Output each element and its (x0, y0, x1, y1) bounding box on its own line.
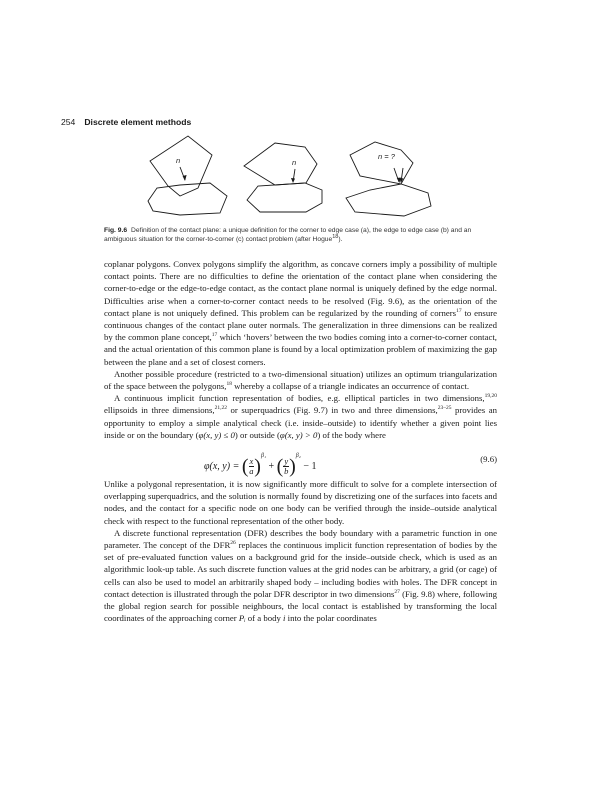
panel-c-upper-polygon (350, 142, 413, 184)
reference: 19,20 (484, 393, 497, 400)
inline-math: φ(x, y) > 0 (279, 429, 318, 440)
page-number: 254 (61, 117, 76, 127)
caption-end: ). (338, 236, 343, 243)
panel-a-corner-to-edge (148, 136, 227, 215)
equation-body: φ(x, y) = ( $\frac{x}{a}$ )$^{\beta_1}$ + ( $\frac{y}{b}$ )$^{\beta_2}$ − 1 (204, 453, 317, 478)
panel-a-lower-polygon (148, 183, 227, 215)
caption-label: Fig. 9.6 (104, 227, 128, 234)
exponent-beta-1: β₁ (260, 453, 267, 460)
panel-a-normal-label: n (176, 156, 181, 165)
running-title: Discrete element methods (84, 117, 192, 127)
equation-rhs: − 1 (303, 461, 317, 473)
panel-b-normal-label: n (292, 158, 297, 167)
reference: 18 (226, 381, 232, 388)
panel-b-upper-polygon (244, 143, 317, 185)
paragraph-4: Unlike a polygonal representation, it is now significantly more difficult to solve for a complete intersection of overlapping superquadrics, and the solution is normally found by discretizing one of the surfaces into facets and nodes, and the contact for a specific node on one body can be verified through the inside–outside analytical check with respect to the functional representation of the other body. (104, 479, 497, 526)
reference: 17 (456, 307, 462, 314)
equation-number: (9.6) (480, 454, 497, 465)
panel-a-arrow-head (183, 175, 187, 181)
paragraph-5: A discrete functional representation (DFR) describes the body boundary with a parametric function in one parameter. The concept of the DFR$^{26}$ replaces the continuous implicit function representation of bodies by the set of pre-evaluated function values on a background grid for the inside–outside check, which is used as an algorithmic look-up table. As such discrete function values at the grid nodes can be arbitrary, a grid (or cage) of cells can also be used to model an arbitrarily shaped body – including bodies with holes. The DFR concept in contact detection is illustrated through the polar DFR descriptor in two dimensions$^{27}$ (Fig. 9.8) where, following the global region search for possible neighbours, the local contact is established by transforming the local coordinates of the approaching corner Pᵢ of a body i into the polar coordinates (104, 527, 497, 624)
body-text (104, 258, 497, 624)
equation-lhs: φ(x, y) = (204, 461, 240, 473)
caption-text: Definition of the contact plane: a unique definition for the corner to edge case (a), the edge to edge case (b) and an ambiguous situation for the corner-to-corner (c) contact problem (after Hogue (104, 227, 472, 243)
paragraph-2: Another possible procedure (restricted to a two-dimensional situation) utilizes an optimum triangularization of the space between the polygons,$^{18}$ whereby a collapse of a triangle indicates an occurrence of contact. (104, 368, 497, 392)
reference: 27 (394, 588, 400, 595)
figure-9-6 (0, 0, 603, 230)
reference: 26 (230, 540, 236, 547)
paragraph-3: A continuous implicit function representation of bodies, e.g. elliptical particles in two dimensions,$^{19,20}$ ellipsoids in three dimensions,$^{21,22}$ or superquadrics (Fig. 9.7) in two and three dimensions,$^{23-25}$ provides an opportunity to employ a simple analytical check (i.e. inside–outside) to identify whether a given point lies inside or on the boundary (φ(x, y) ≤ 0) or outside (φ(x, y) > 0) of the body where (104, 393, 497, 440)
reference: 17 (211, 332, 218, 339)
panel-b-edge-to-edge (244, 143, 322, 212)
fraction-x-over-a: $\frac{x}{a}$ (249, 456, 254, 477)
paragraph-1: coplanar polygons. Convex polygons simplify the algorithm, as concave corners imply a possibility of multiple contact points. There are no difficulties to define the orientation of the contact plane when considering the corner-to-edge or the edge-to-edge contact, as the contact plane normal is uniquely defined by the edge normal. Difficulties arise when a corner-to-corner contact needs to be resolved (Fig. 9.6), as the orientation of the contact plane is not uniquely defined. This problem can be regularized by the rounding of corners$^{17}$ to ensure continuous changes of the contact plane outer normals. The generalization in three dimensions can be realized by the common plane concept,$^{17}$ which ‘hovers’ between the two bodies coming into a corner-to-corner contact, and the actual orientation of this common plane is found by a local optimization problem of maximizing the gap between the plane and a set of closest corners. (104, 259, 497, 367)
fraction-y-over-b: $\frac{y}{b}$ (284, 456, 289, 477)
panel-b-lower-polygon (247, 183, 322, 212)
panel-c-normal-label: n = ? (378, 152, 395, 161)
caption-reference: 18 (332, 233, 339, 240)
figure-caption (104, 226, 496, 244)
exponent-beta-2: β₂ (295, 453, 301, 460)
equation-plus: + (268, 461, 275, 473)
inline-math: φ(x, y) ≤ 0 (198, 429, 235, 440)
reference: 23–25 (437, 405, 452, 412)
reference: 21,22 (214, 405, 227, 412)
panel-c-lower-polygon (346, 184, 431, 216)
panel-b-arrow-head (291, 178, 295, 183)
equation-9-6 (104, 443, 497, 476)
panel-a-upper-polygon (150, 136, 212, 196)
